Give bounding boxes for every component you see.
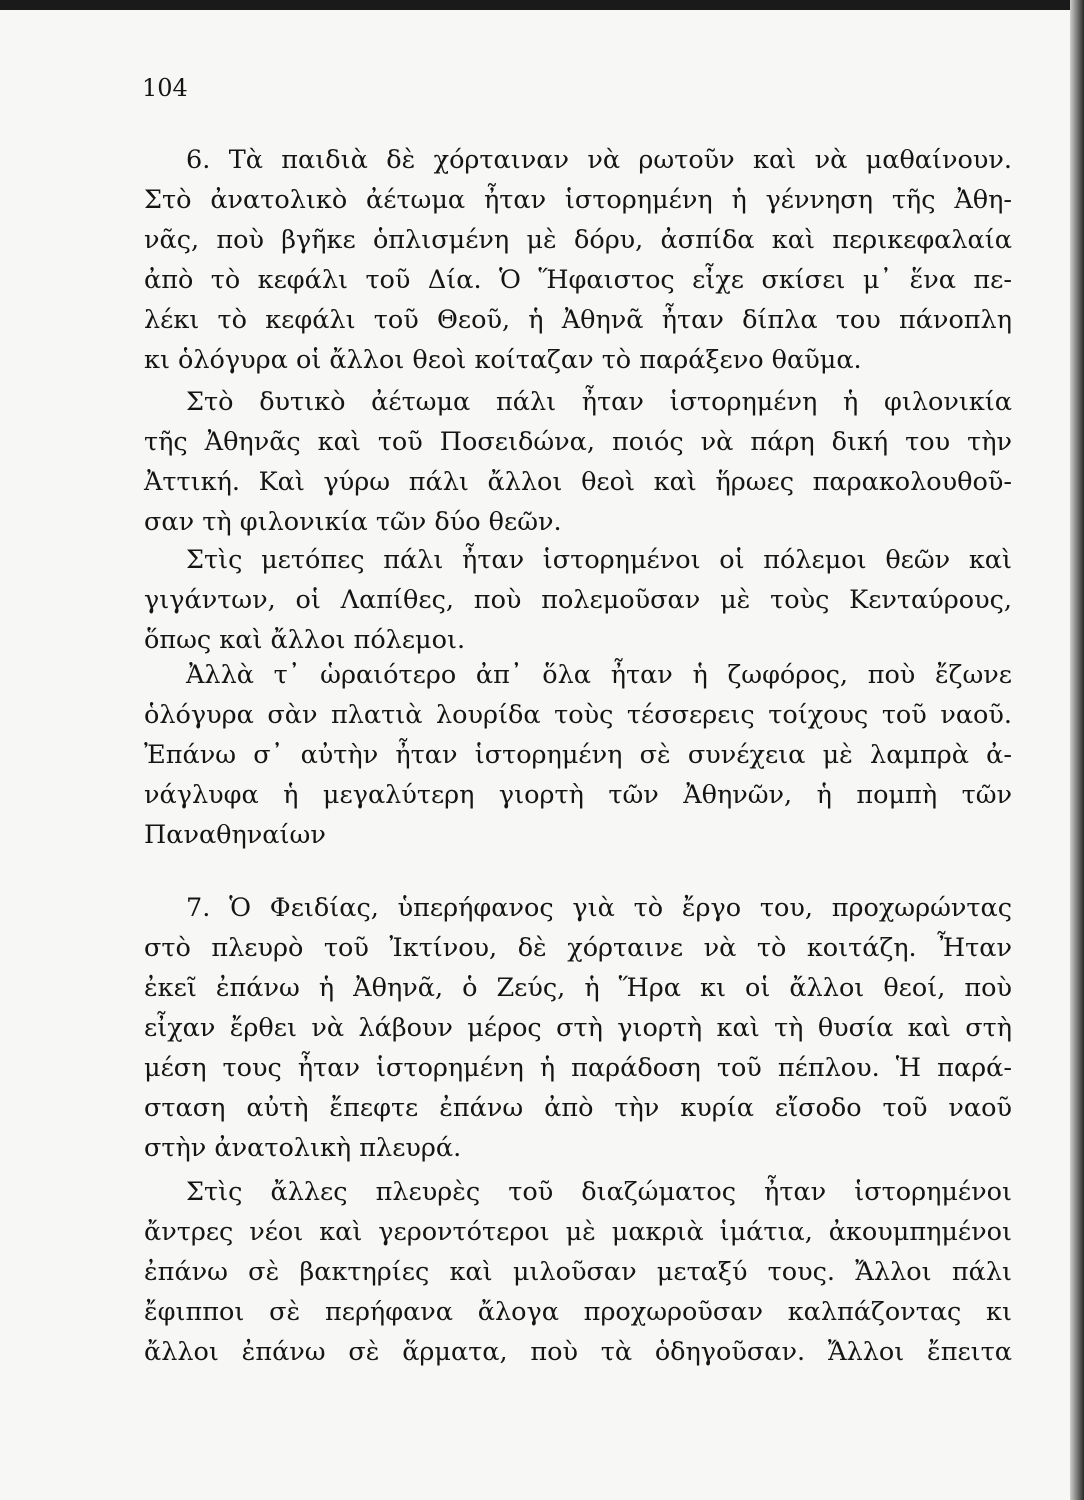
section-6-paragraph-3 (144, 540, 1012, 660)
text-line: εἶχαν ἔρθει νὰ λάβουν μέρος στὴ γιορτὴ καὶ τὴ θυσία καὶ στὴ (144, 1013, 1012, 1043)
text-line: κι ὁλόγυρα οἱ ἄλλοι θεοὶ κοίταζαν τὸ παράξενο θαῦμα. (144, 345, 862, 375)
section-6-paragraph-2 (144, 382, 1012, 542)
text-line: ἔφιπποι σὲ περήφανα ἄλογα προχωροῦσαν καλπάζοντας κι (144, 1297, 1012, 1327)
section-7-paragraph-2 (144, 1172, 1012, 1372)
section-6-paragraph-1 (144, 140, 1012, 380)
text-line: γιγάντων, οἱ Λαπίθες, ποὺ πολεμοῦσαν μὲ τοὺς Κενταύρους, (144, 585, 1012, 615)
text-line: Στὶς ἄλλες πλευρὲς τοῦ διαζώματος ἦταν ἱστορημένοι (186, 1177, 1012, 1207)
text-line: Στὸ ἀνατολικὸ ἀέτωμα ἦταν ἱστορημένη ἡ γέννηση τῆς Ἀθη- (144, 185, 1012, 215)
text-line: ἐκεῖ ἐπάνω ἡ Ἀθηνᾶ, ὁ Ζεύς, ἡ Ἥρα κι οἱ ἄλλοι θεοί, ποὺ (144, 973, 1012, 1003)
section-7-paragraph-1 (144, 888, 1012, 1168)
text-line: 7. Ὁ Φειδίας, ὑπερήφανος γιὰ τὸ ἔργο του, προχωρώντας (186, 893, 1012, 923)
text-line: λέκι τὸ κεφάλι τοῦ Θεοῦ, ἡ Ἀθηνᾶ ἦταν δίπλα του πάνοπλη (144, 305, 1012, 335)
text-line: ἄλλοι ἐπάνω σὲ ἅρματα, ποὺ τὰ ὁδηγοῦσαν. Ἄλλοι ἔπειτα (144, 1337, 1012, 1367)
text-line: νᾶς, ποὺ βγῆκε ὁπλισμένη μὲ δόρυ, ἀσπίδα καὶ περικεφαλαία (144, 225, 1012, 255)
text-line: ἐπάνω σὲ βακτηρίες καὶ μιλοῦσαν μεταξύ τους. Ἄλλοι πάλι (144, 1257, 1012, 1287)
text-line: Ἀττική. Καὶ γύρω πάλι ἄλλοι θεοὶ καὶ ἥρωες παρακολουθοῦ- (144, 467, 1012, 497)
text-line: ὁλόγυρα σὰν πλατιὰ λουρίδα τοὺς τέσσερεις τοίχους τοῦ ναοῦ. (144, 700, 1012, 730)
text-line: ὅπως καὶ ἄλλοι πόλεμοι. (144, 625, 466, 655)
text-line: 6. Τὰ παιδιὰ δὲ χόρταιναν νὰ ρωτοῦν καὶ νὰ μαθαίνουν. (186, 145, 1012, 175)
text-line: Ἀλλὰ τ᾿ ὡραιότερο ἀπ᾿ ὅλα ἦταν ἡ ζωφόρος, ποὺ ἔζωνε (186, 660, 1012, 690)
page-number: 104 (142, 74, 188, 102)
text-line: σαν τὴ φιλονικία τῶν δύο θεῶν. (144, 507, 562, 537)
text-line: στὴν ἀνατολικὴ πλευρά. (144, 1133, 462, 1163)
text-line: στὸ πλευρὸ τοῦ Ἰκτίνου, δὲ χόρταινε νὰ τὸ κοιτάζη. Ἦταν (144, 933, 1012, 963)
text-line: νάγλυφα ἡ μεγαλύτερη γιορτὴ τῶν Ἀθηνῶν, ἡ πομπὴ τῶν (144, 780, 1012, 810)
text-line: ἄντρες νέοι καὶ γεροντότεροι μὲ μακριὰ ἱμάτια, ἀκουμπημένοι (144, 1217, 1012, 1247)
section-6-paragraph-4 (144, 655, 1012, 855)
text-line: Παναθηναίων (144, 820, 326, 850)
scan-right-edge (1070, 0, 1084, 1500)
text-line: σταση αὐτὴ ἔπεφτε ἐπάνω ἀπὸ τὴν κυρία εἴσοδο τοῦ ναοῦ (144, 1093, 1012, 1123)
text-line: Στὶς μετόπες πάλι ἦταν ἱστορημένοι οἱ πόλεμοι θεῶν καὶ (186, 545, 1012, 575)
text-line: Στὸ δυτικὸ ἀέτωμα πάλι ἦταν ἱστορημένη ἡ φιλονικία (186, 387, 1012, 417)
text-line: ἀπὸ τὸ κεφάλι τοῦ Δία. Ὁ Ἥφαιστος εἶχε σκίσει μ᾿ ἕνα πε- (144, 265, 1012, 295)
text-line: Ἐπάνω σ᾿ αὐτὴν ἦταν ἱστορημένη σὲ συνέχεια μὲ λαμπρὰ ἀ- (144, 740, 1012, 770)
text-line: τῆς Ἀθηνᾶς καὶ τοῦ Ποσειδώνα, ποιός νὰ πάρη δική του τὴν (144, 427, 1012, 457)
text-line: μέση τους ἦταν ἱστορημένη ἡ παράδοση τοῦ πέπλου. Ἡ παρά- (144, 1053, 1012, 1083)
scan-top-edge (0, 0, 1084, 10)
